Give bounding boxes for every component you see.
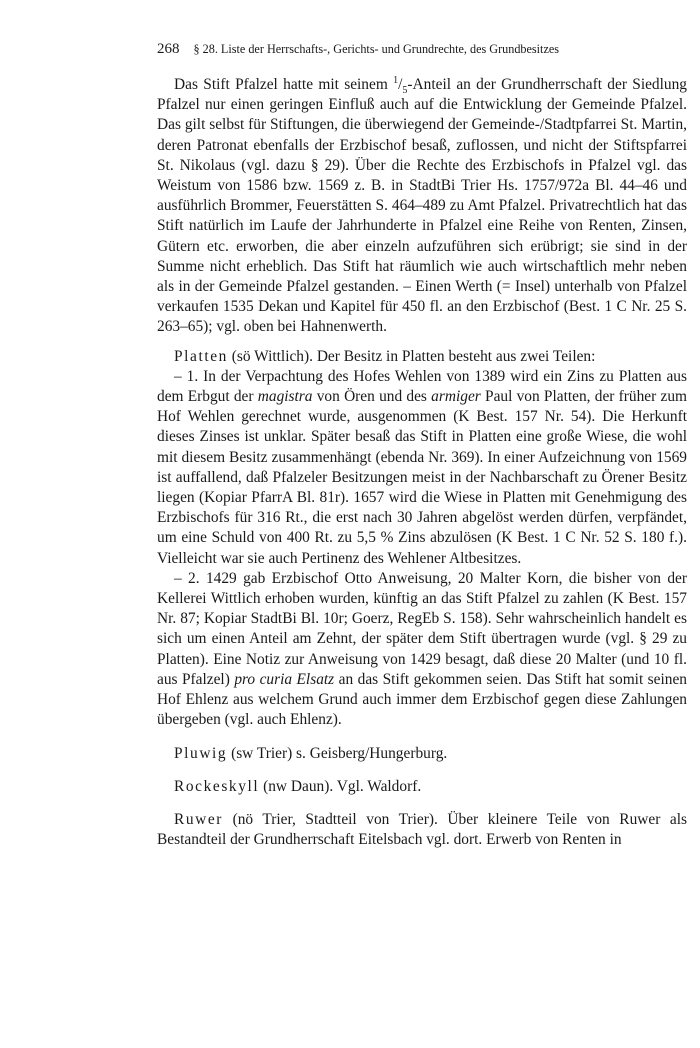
latin-term: magistra	[257, 388, 313, 406]
entry-pluwig	[157, 744, 687, 764]
entry-platten-item-1	[157, 367, 687, 569]
entry-text: (nw Daun). Vgl. Waldorf.	[259, 777, 422, 795]
entry-text: (sw Trier) s. Geisberg/Hungerburg.	[227, 744, 448, 762]
item-text: Paul von Platten, der früher zum Hof Wehlen gerechnet wurde, ausgenommen (K Best. 157 Nr. 54). Die Herkunft dieses Zinses ist unklar. Später besaß das Stift in Platten eine große Wiese, die wohl mit diesem Besitz zusammenhängt (ebenda Nr. 369). In einer Aufzeichnung von 1569 ist auffallend, daß Pfalzeler Besitzungen meist in der Nachbarschaft zu Örener Besitz liegen (Kopiar PfarrA Bl. 81r). 1657 wird die Wiese in Platten mit Genehmigung des Erzbischofs für 316 Rt., die erst nach 30 Jahren abgelöst werden dürfen, verpfändet, um eine Schuld von 400 Rt. zu 5,5 % Zins abzulösen (K Best. 1 C Nr. 52 S. 180 f.). Vielleicht war sie auch Pertinenz des Wehlener Altbesitzes.	[157, 388, 687, 567]
entry-heading: Platten	[174, 347, 228, 365]
entry-text: (nö Trier, Stadtteil von Trier). Über kleinere Teile von Ruwer als Bestandteil der Grundherrschaft Eitelsbach vgl. dort. Erwerb von Renten in	[157, 810, 687, 849]
fraction-denominator: 5	[402, 85, 408, 97]
fraction-numerator: 1	[393, 74, 399, 86]
running-head	[157, 40, 687, 58]
paragraph-text: -Anteil an der Grundherrschaft der Siedlung Pfalzel nur einen geringen Einfluß auch auf die Entwicklung der Gemeinde Pfalzel. Das gilt selbst für Stiftungen, die überwiegend der Gemeinde-/Stadtpfarrei St. Martin, deren Patronat ebenfalls der Erzbischof besaß, zuflossen, und nicht der Stiftspfarrei St. Nikolaus (vgl. dazu § 29). Über die Rechte des Erzbischofs in Pfalzel vgl. das Weistum von 1586 bzw. 1569 z. B. in StadtBi Trier Hs. 1757/972a Bl. 44–46 und ausführlich Brommer, Feuerstätten S. 464–489 zu Amt Pfalzel. Privatrechtlich hat das Stift natürlich im Laufe der Jahrhunderte in Pfalzel eine Reihe von Renten, Zinsen, Gütern etc. erworben, die aber einzeln aufzuführen sich erübrigt; sie sind in der Summe nicht erheblich. Das Stift hat räumlich wie auch wirtschaftlich mehr neben als in der Gemeinde Pfalzel gestanden. – Einen Werth (= Insel) unterhalb von Pfalzel verkaufen 1535 Dekan und Kapitel für 450 fl. an den Erzbischof (Best. 1 C Nr. 25 S. 263–65); vgl. oben bei Hahnenwerth.	[157, 76, 687, 336]
paragraph-pfalzel	[157, 75, 687, 338]
entry-heading: Ruwer	[174, 810, 224, 828]
fraction-slash: /	[398, 76, 403, 93]
entry-ruwer	[157, 810, 687, 850]
item-text: – 1. In der Verpachtung des Hofes Wehlen von 1389 wird ein Zins zu Platten aus dem Erbgut der	[157, 367, 687, 406]
running-head-title: § 28. Liste der Herrschafts-, Gerichts- und Grundrechte, des Grundbesitzes	[193, 42, 560, 56]
page-number: 268	[157, 41, 180, 57]
item-text: an das Stift gekommen seien. Das Stift hat somit seinen Hof Ehlenz aus welchem Grund auch immer dem Erzbischof gegen diese Zahlungen übergeben (vgl. auch Ehlenz).	[157, 670, 687, 729]
entry-heading: Pluwig	[174, 744, 228, 762]
entry-platten-item-2	[157, 569, 687, 731]
paragraph-text: Das Stift Pfalzel hatte mit seinem	[174, 76, 394, 93]
entry-rockeskyll	[157, 777, 687, 797]
body-text	[157, 75, 687, 850]
entry-text: (sö Wittlich). Der Besitz in Platten besteht aus zwei Teilen:	[227, 347, 596, 365]
item-text: von Ören und des	[312, 388, 432, 406]
latin-term: armiger	[431, 388, 481, 406]
entry-heading: Rockeskyll	[174, 777, 260, 795]
item-text: – 2. 1429 gab Erzbischof Otto Anweisung, 20 Malter Korn, die bisher von der Kellerei Wittlich erhoben wurden, künftig an das Stift Pfalzel zu zahlen (K Best. 157 Nr. 87; Kopiar StadtBi Bl. 10r; Goerz, RegEb S. 158). Sehr wahrscheinlich handelt es sich um einen Anteil am Zehnt, der später dem Stift übertragen wurde (vgl. § 29 zu Platten). Eine Notiz zur Anweisung von 1429 besagt, daß diese 20 Malter (und 10 fl. aus Pfalzel)	[157, 569, 687, 688]
latin-term: pro curia Elsatz	[234, 670, 335, 688]
entry-platten	[157, 347, 687, 367]
